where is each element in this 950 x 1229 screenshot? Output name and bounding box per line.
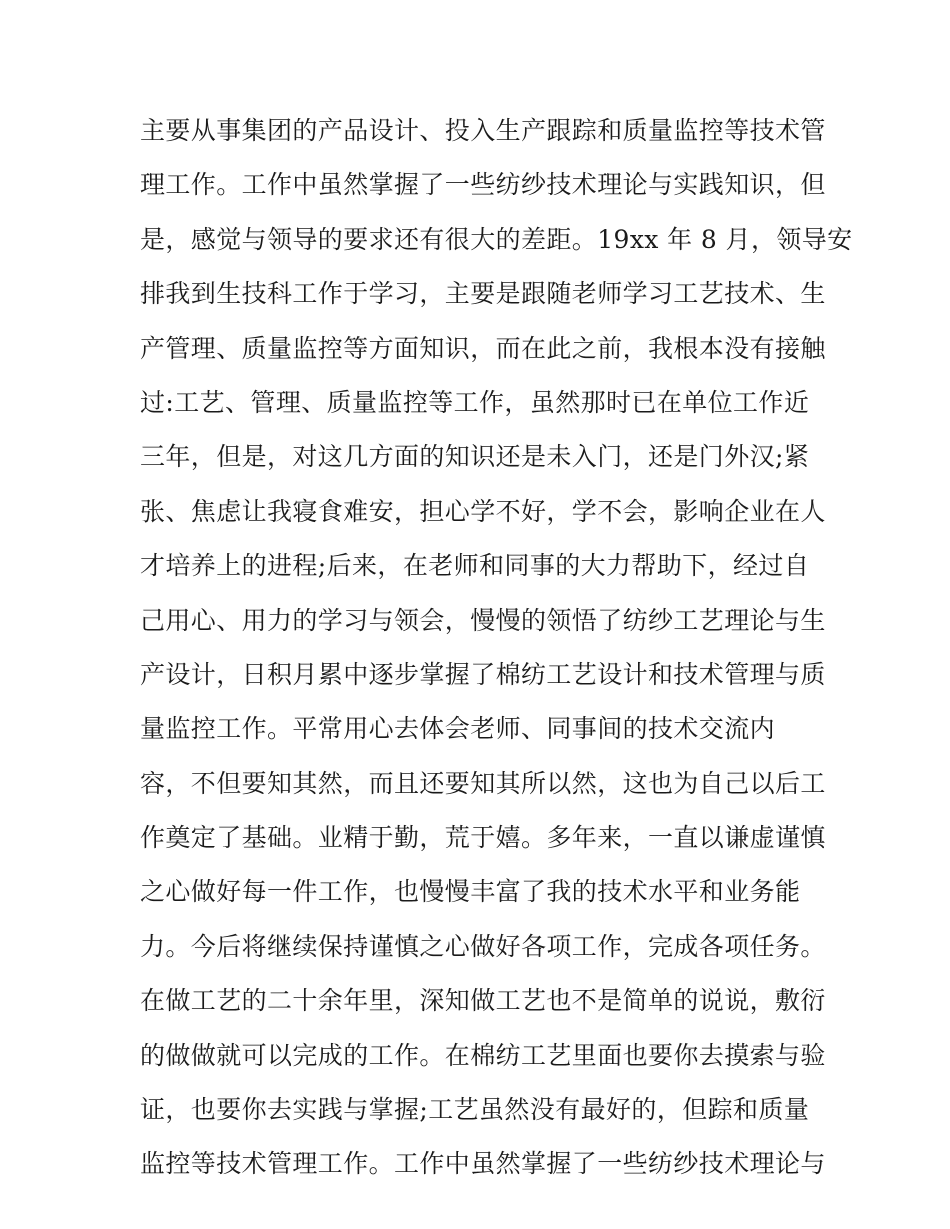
text-line: 力。今后将继续保持谨慎之心做好各项工作，完成各项任务。 bbox=[140, 931, 826, 961]
text-line: 是，感觉与领导的要求还有很大的差距。19xx 年 8 月，领导安 bbox=[140, 224, 853, 254]
text-line: 三年，但是，对这几方面的知识还是未入门，还是门外汉;紧 bbox=[140, 442, 810, 472]
body-text bbox=[140, 104, 853, 1192]
text-line: 容，不但要知其然，而且还要知其所以然，这也为自己以后工 bbox=[140, 768, 826, 798]
text-line: 主要从事集团的产品设计、投入生产跟踪和质量监控等技术管 bbox=[140, 116, 826, 145]
text-line: 证，也要你去实践与掌握;工艺虽然没有最好的，但踪和质量 bbox=[140, 1095, 810, 1125]
text-line: 在做工艺的二十余年里，深知做工艺也不是简单的说说，敷衍 bbox=[140, 986, 826, 1016]
text-line: 过:工艺、管理、质量监控等工作，虽然那时已在单位工作近 bbox=[140, 387, 810, 417]
text-line: 量监控工作。平常用心去体会老师、同事间的技术交流内 bbox=[140, 714, 776, 744]
text-line: 才培养上的进程;后来，在老师和同事的大力帮助下，经过自 bbox=[140, 551, 810, 581]
text-line: 产管理、质量监控等方面知识，而在此之前，我根本没有接触 bbox=[140, 333, 826, 363]
text-line: 的做做就可以完成的工作。在棉纺工艺里面也要你去摸索与验 bbox=[140, 1040, 826, 1070]
text-line: 产设计，日积月累中逐步掌握了棉纺工艺设计和技术管理与质 bbox=[140, 659, 826, 689]
text-line: 排我到生技科工作于学习，主要是跟随老师学习工艺技术、生 bbox=[140, 279, 826, 309]
text-line: 之心做好每一件工作，也慢慢丰富了我的技术水平和业务能 bbox=[140, 877, 801, 907]
text-line: 监控等技术管理工作。工作中虽然掌握了一些纺纱技术理论与 bbox=[140, 1149, 826, 1179]
text-line: 作奠定了基础。业精于勤，荒于嬉。多年来，一直以谦虚谨慎 bbox=[140, 823, 826, 853]
text-line: 张、焦虑让我寝食难安，担心学不好，学不会，影响企业在人 bbox=[140, 496, 826, 526]
text-line: 理工作。工作中虽然掌握了一些纺纱技术理论与实践知识，但 bbox=[140, 170, 826, 200]
text-line: 己用心、用力的学习与领会，慢慢的领悟了纺纱工艺理论与生 bbox=[140, 605, 826, 635]
